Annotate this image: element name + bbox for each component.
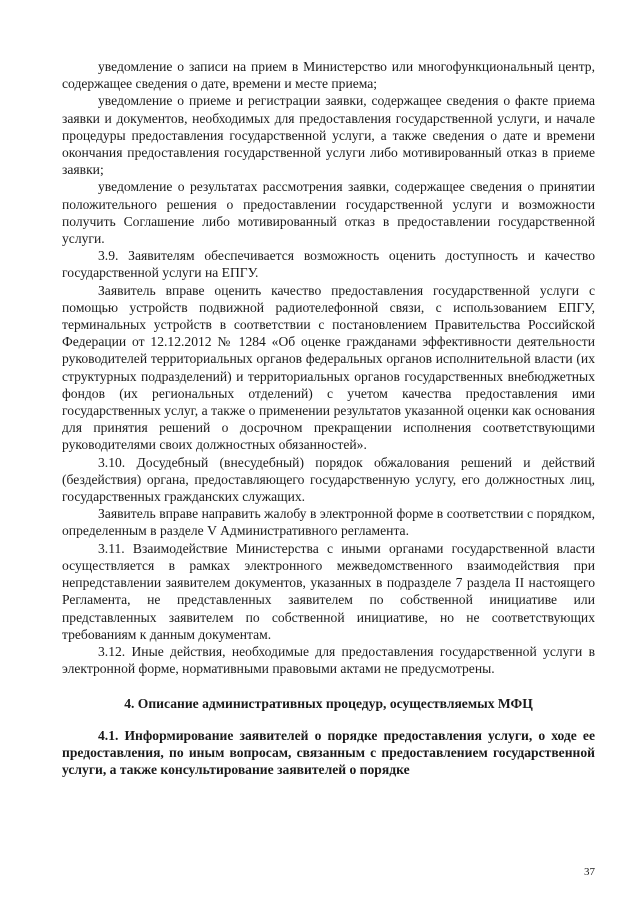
paragraph-notice-registration: уведомление о приеме и регистрации заявки, содержащее сведения о факте приема заявки и документов, необходимых для предоставления государственной услуги, и начале процедуры предоставления государственной услуги, а также сведения о дате и времени окончания предоставления государственной услуги либо мотивированный отказ в приеме заявки; (62, 93, 595, 178)
paragraph-3-10: 3.10. Досудебный (внесудебный) порядок обжалования решений и действий (бездействия) органа, предоставляющего государственную услугу, его должностных лиц, государственных гражданских служащих. (62, 454, 595, 505)
subsection-heading: 4.1. Информирование заявителей о порядке предоставления услуги, о ходе ее предоставления, по иным вопросам, связанным с предоставлением государственной услуги, а также консультирование заявителей о порядке (62, 727, 595, 777)
paragraph-3-12: 3.12. Иные действия, необходимые для предоставления государственной услуги в электронной форме, нормативными правовыми актами не предусмотрены. (62, 643, 595, 677)
page-number: 37 (584, 865, 595, 878)
paragraph-notice-result: уведомление о результатах рассмотрения заявки, содержащее сведения о принятии положительного решения о предоставлении государственной услуги и возможности получить Соглашение либо мотивированный отказ в предоставлении государственной услуги. (62, 179, 595, 247)
paragraph-3-9: 3.9. Заявителям обеспечивается возможность оценить доступность и качество государственной услуги на ЕПГУ. (62, 248, 595, 281)
paragraph-quality-assessment: Заявитель вправе оценить качество предоставления государственной услуги с помощью устройств подвижной радиотелефонной связи, с использованием ЕПГУ, терминальных устройств в соответствии с постановлением Правительства Российской Федерации от 12.12.2012 № 1284 «Об оценке гражданами эффективности деятельности руководителей территориальных органов федеральных органов исполнительной власти (их структурных подразделений) и территориальных органов государственных внебюджетных фондов (их региональных отделений) с учетом качества предоставления ими государственных услуг, а также о применении результатов указанной оценки как основания для принятия решений о досрочном прекращении исполнения соответствующими руководителями своих должностных обязанностей». (62, 282, 595, 453)
paragraph-notice-appointment: уведомление о записи на прием в Министерство или многофункциональный центр, содержащее сведения о дате, времени и месте приема; (62, 59, 595, 92)
paragraph-3-11: 3.11. Взаимодействие Министерства с иными органами государственной власти осуществляется в рамках электронного межведомственного взаимодействия при непредставлении заявителем документов, указанных в подразделе 7 раздела II настоящего Регламента, не представленных заявителем по собственной инициативе или представленных заявителем по собственной инициативе, но не соответствующих требованиям к данным документам. (62, 540, 595, 642)
paragraph-complaint: Заявитель вправе направить жалобу в электронной форме в соответствии с порядком, определенным в разделе V Административного регламента. (62, 506, 595, 539)
section-heading: 4. Описание административных процедур, осуществляемых МФЦ (124, 696, 533, 712)
